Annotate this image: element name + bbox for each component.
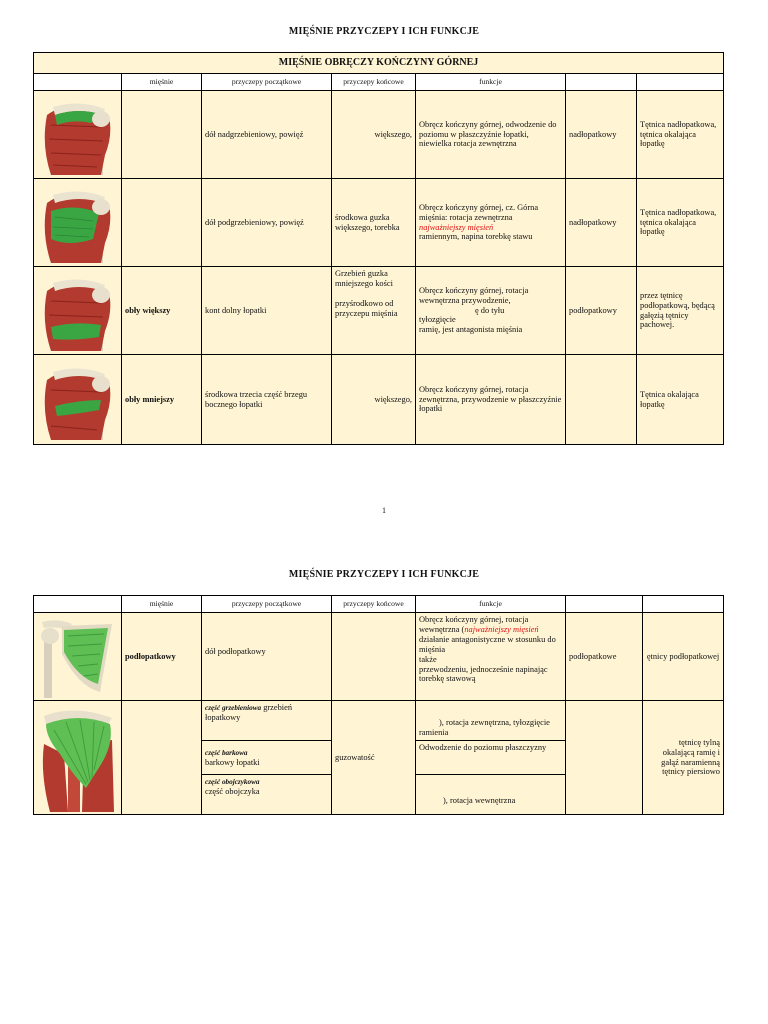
function [416,775,566,815]
insertion: guzowatość [332,701,416,815]
function-text: ramię, jest antagonista mięśnia [419,325,523,335]
nerve [566,355,637,445]
origin: dół nadgrzebieniowy, powięź [202,91,332,179]
artery: Tętnica okalająca łopatkę [637,355,724,445]
deltoid-illustration [34,701,122,815]
header-insertion: przyczepy końcowe [332,74,416,91]
nerve [566,701,643,815]
function-text: przewodzeniu, jednocześnie napinając torebkę stawową [419,664,548,684]
insertion: większego, [332,355,416,445]
function-text: tyłozgięcie [419,315,456,325]
artery: ętnicy podłopatkowej [643,613,724,701]
table-row [34,701,724,741]
origin: środkowa trzecia część brzegu bocznego łopatki [202,355,332,445]
nerve: nadłopatkowy [566,91,637,179]
page-number: 1 [382,506,386,515]
origin-label: część obojczykowa [205,778,260,786]
function-text: ramiennym, napina torebkę stawu [419,232,533,242]
header-muscles: mięśnie [122,596,202,613]
origin-label: część barkowa [205,748,248,757]
header-function: funkcje [416,596,566,613]
muscle-name: podłopatkowy [122,613,202,701]
shoulder-illustration [34,91,122,179]
nerve: nadłopatkowy [566,179,637,267]
muscle-name: obły większy [122,267,202,355]
origin: dół podgrzebieniowy, powięź [202,179,332,267]
header-image-cell [34,596,122,613]
header-artery [637,74,724,91]
function [416,701,566,741]
shoulder-illustration [34,267,122,355]
function-text: ), rotacja zewnętrzna, tyłozgięcie ramienia [419,717,550,737]
origin-text: grzebień łopatkowy [205,703,293,722]
table-row [34,355,724,445]
muscle-name [122,701,202,815]
shoulder-illustration [34,355,122,445]
function-text: Obręcz kończyny górnej, rotacja wewnętrzna ( [419,615,529,634]
table-row [34,91,724,179]
origin-text: barkowy łopatki [205,757,260,767]
origin-clavicular-part [202,775,332,815]
function [416,267,566,355]
table-header-row [34,74,724,91]
header-nerve [566,74,637,91]
muscle-name [122,179,202,267]
insertion: większego, [332,91,416,179]
origin-acromial-part [202,741,332,775]
function-text: Obręcz kończyny górnej, cz. Górna mięśnia: rotacja zewnętrzna [419,202,539,222]
insertion-text: przyśrodkowo od przyczepu mięśnia [335,298,398,318]
function: Obręcz kończyny górnej, odwodzenie do poziomu w płaszczyźnie łopatki, niewielka rotacja zewnętrzna [416,91,566,179]
function-text: ę do tyłu [475,305,505,315]
muscle-name [122,91,202,179]
header-origin: przyczepy początkowe [202,74,332,91]
header-insertion: przyczepy końcowe [332,596,416,613]
subscapularis-illustration [34,613,122,701]
origin-spinal-part [202,701,332,741]
table-header-row [34,596,724,613]
muscle-name: obły mniejszy [122,355,202,445]
section-title: MIĘŚNIE OBRĘCZY KOŃCZYNY GÓRNEJ [34,53,724,74]
header-origin: przyczepy początkowe [202,596,332,613]
function-text: także [419,654,437,664]
insertion [332,613,416,701]
header-artery [643,596,724,613]
table-shoulder-girdle [33,52,724,445]
function [416,613,566,701]
nerve: podłopatkowe [566,613,643,701]
function-text: ), rotacja wewnętrzna [443,796,516,806]
function [416,179,566,267]
page1-title: MIĘŚNIE PRZYCZEPY I ICH FUNKCJE [288,26,480,37]
page2-title: MIĘŚNIE PRZYCZEPY I ICH FUNKCJE [288,569,480,580]
origin: dół podłopatkowy [202,613,332,701]
table-row [34,613,724,701]
nerve: podłopatkowy [566,267,637,355]
artery: Tętnica nadłopatkowa, tętnica okalająca łopatkę [637,179,724,267]
header-nerve [566,596,643,613]
insertion-text: Grzebień guzka mniejszego kości [335,269,393,288]
function: Obręcz kończyny górnej, rotacja zewnętrzna, przywodzenie w płaszczyźnie łopatki [416,355,566,445]
artery: tętnicę tylną okalającą ramię i gałąź naramienną tętnicy piersiowo [643,701,724,815]
origin: kont dolny łopatki [202,267,332,355]
table-shoulder-muscles-2 [33,595,724,815]
function: Odwodzenie do poziomu płaszczyzny [416,741,566,775]
function-highlight: najważniejszy mięsień [419,222,494,232]
shoulder-illustration [34,179,122,267]
origin-label: część grzebieniowa [205,704,262,712]
header-image-cell [34,74,122,91]
function-text: działanie antagonistyczne w stosunku do mięśnia [419,634,556,654]
header-function: funkcje [416,74,566,91]
function-text: Obręcz kończyny górnej, rotacja wewnętrzna przywodzenie, [419,285,529,305]
insertion [332,267,416,355]
insertion: środkowa guzka większego, torebka [332,179,416,267]
table-row [34,179,724,267]
artery: Tętnica nadłopatkowa, tętnica okalająca łopatkę [637,91,724,179]
table-row [34,267,724,355]
artery: przez tętnicę podłopatkową, będącą gałęzią tętnicy pachowej. [637,267,724,355]
header-muscles: mięśnie [122,74,202,91]
function-highlight: najważniejszy mięsień [464,624,539,634]
origin-text: część obojczyka [205,786,260,796]
